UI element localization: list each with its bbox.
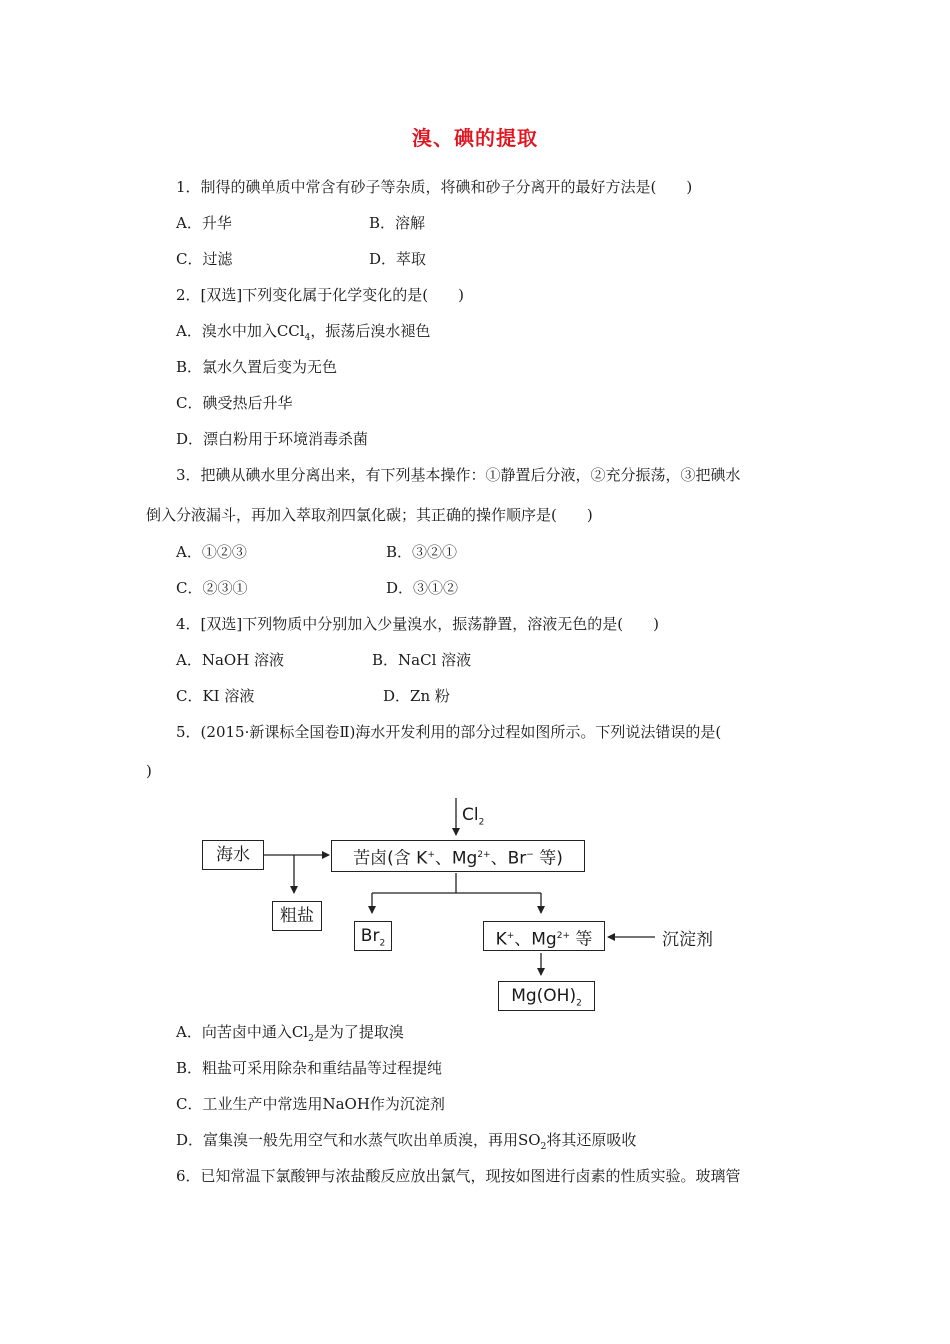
question-1-option-d: D．萃取 bbox=[369, 250, 427, 268]
question-3-stem-line1: 3．把碘从碘水里分离出来，有下列基本操作：①静置后分液，②充分振荡，③把碘水 bbox=[176, 466, 741, 484]
question-5-stem-line2: ) bbox=[146, 762, 152, 780]
question-4-stem: 4．[双选]下列物质中分别加入少量溴水，振荡静置，溶液无色的是( ) bbox=[176, 615, 659, 633]
question-5-stem-line1: 5．(2015·新课标全国卷Ⅱ)海水开发利用的部分过程如图所示。下列说法错误的是( bbox=[176, 723, 722, 741]
question-3-option-c: C．②③① bbox=[176, 579, 248, 597]
question-5-option-d: D．富集溴一般先用空气和水蒸气吹出单质溴，再用$SO_2$将其还原吸收 bbox=[176, 1131, 637, 1152]
crude-salt-box: 粗盐 bbox=[272, 901, 322, 931]
question-2-option-b: B．氯水久置后变为无色 bbox=[176, 358, 338, 376]
question-6-stem-line1: 6．已知常温下氯酸钾与浓盐酸反应放出氯气，现按如图进行卤素的性质实验。玻璃管 bbox=[176, 1167, 741, 1185]
question-3-option-a: A．①②③ bbox=[176, 543, 247, 561]
question-4-option-b: B．NaCl 溶液 bbox=[372, 651, 472, 669]
question-5-option-b: B．粗盐可采用除杂和重结晶等过程提纯 bbox=[176, 1059, 443, 1077]
magnesium-hydroxide-box: $Mg(OH)_2$ bbox=[498, 981, 595, 1011]
bromine-box: $Br_2$ bbox=[354, 921, 392, 951]
question-1-stem: 1．制得的碘单质中常含有砂子等杂质，将碘和砂子分离开的最好方法是( ) bbox=[176, 178, 693, 196]
ions-box: K+、$Mg^{2+}$ 等 bbox=[483, 921, 605, 951]
question-3-stem-line2: 倒入分液漏斗，再加入萃取剂四氯化碳；其正确的操作顺序是( ) bbox=[146, 506, 593, 524]
question-2-stem: 2．[双选]下列变化属于化学变化的是( ) bbox=[176, 286, 464, 304]
question-3-option-b: B．③②① bbox=[386, 543, 458, 561]
question-1-option-b: B．溶解 bbox=[369, 214, 426, 232]
page-title: 溴、碘的提取 bbox=[412, 126, 538, 150]
question-4-option-c: C．KI 溶液 bbox=[176, 687, 255, 705]
cl2-label: $Cl_2$ bbox=[462, 805, 485, 828]
question-2-option-d: D．漂白粉用于环境消毒杀菌 bbox=[176, 430, 369, 448]
question-5-option-a: A．向苦卤中通入$Cl_2$是为了提取溴 bbox=[176, 1023, 404, 1044]
precipitant-label: 沉淀剂 bbox=[662, 930, 713, 950]
question-2-option-c: C．碘受热后升华 bbox=[176, 394, 293, 412]
question-4-option-a: A．NaOH 溶液 bbox=[176, 651, 285, 669]
question-1-option-a: A．升华 bbox=[176, 214, 232, 232]
question-4-option-d: D．Zn 粉 bbox=[383, 687, 450, 705]
seawater-process-diagram bbox=[200, 795, 760, 1015]
brine-box: 苦卤(含 K+、$Mg^{2+}$、Br− 等) bbox=[331, 840, 585, 872]
question-1-option-c: C．过滤 bbox=[176, 250, 233, 268]
question-3-option-d: D．③①② bbox=[386, 579, 459, 597]
question-5-option-c: C．工业生产中常选用NaOH作为沉淀剂 bbox=[176, 1095, 445, 1113]
seawater-box: 海水 bbox=[202, 840, 264, 870]
question-2-option-a: A．溴水中加入CCl$_4$，振荡后溴水褪色 bbox=[176, 322, 431, 343]
